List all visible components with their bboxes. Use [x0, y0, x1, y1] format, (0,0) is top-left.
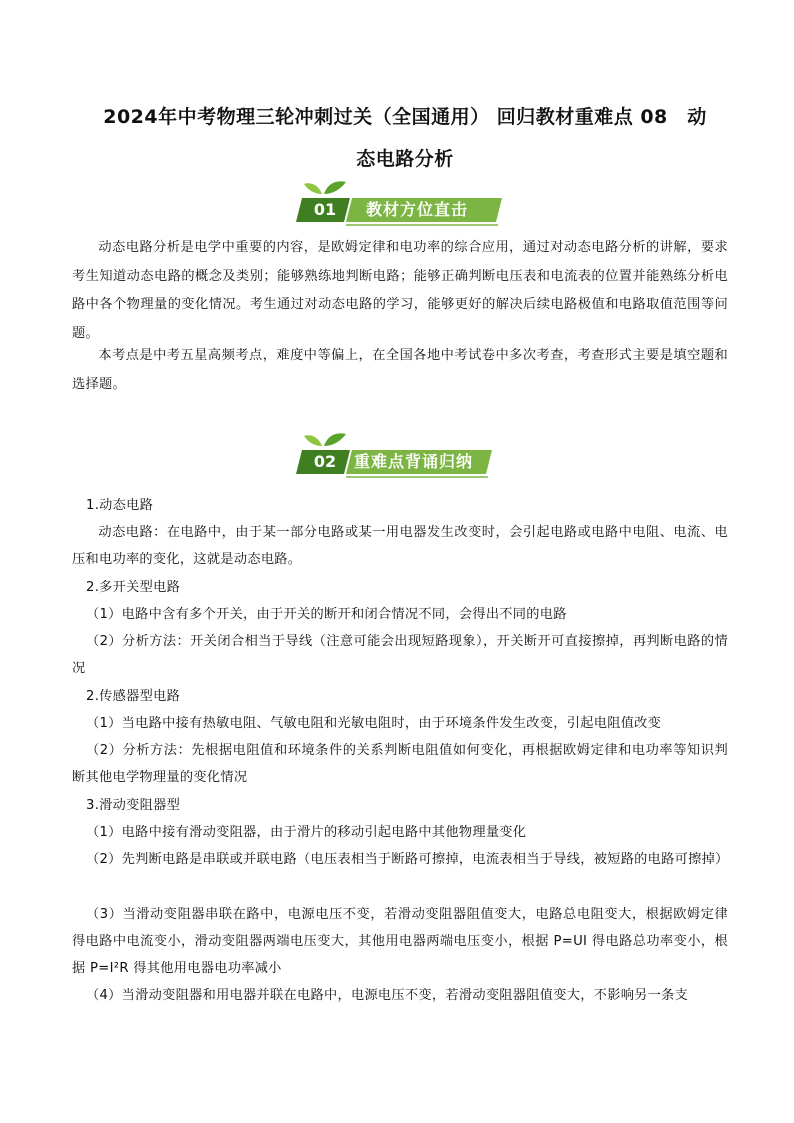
- intro-paragraph-1: 动态电路分析是电学中重要的内容，是欧姆定律和电功率的综合应用，通过对动态电路分析的讲解，要求考生知道动态电路的概念及类别；能够熟练地判断电路；能够正确判断电压表和电流表的位置并能熟练分析电路中各个物理量的变化情况。考生通过对动态电路的学习，能够更好的解决后续电路极值和电路取值范围等问题。: [72, 240, 728, 341]
- title-line-2: 态电路分析: [356, 148, 454, 170]
- section-badge-01: [0, 178, 794, 230]
- heading-dynamic-circuit: 1.动态电路: [86, 498, 154, 513]
- rheostat-item-4: （4）当滑动变阻器和用电器并联在电路中，电源电压不变，若滑动变阻器阻值变大，不影响另一条支: [86, 988, 689, 1003]
- multi-switch-item-1: （1）电路中含有多个开关，由于开关的断开和闭合情况不同，会得出不同的电路: [86, 607, 567, 622]
- document-title: [80, 96, 730, 180]
- heading-sensor: 2.传感器型电路: [86, 689, 181, 704]
- heading-multi-switch: 2.多开关型电路: [86, 580, 181, 595]
- dynamic-circuit-text: 动态电路：在电路中，由于某一部分电路或某一用电器发生改变时，会引起电路或电路中电阻、电流、电压和电功率的变化，这就是动态电路。: [72, 525, 728, 567]
- rheostat-item-3: （3）当滑动变阻器串联在路中，电源电压不变，若滑动变阻器阻值变大，电路总电阻变大，根据欧姆定律得电路中电流变小，滑动变阻器两端电压变大，其他用电器两端电压变小，根据 P=UI 得电路总功率变小，根据 P=I²R 得其他用电器电功率减小: [72, 907, 728, 976]
- heading-rheostat: 3.滑动变阻器型: [86, 798, 181, 813]
- section-number: 01: [313, 200, 337, 219]
- section-badge-02: [0, 430, 794, 482]
- intro-paragraph-2: 本考点是中考五星高频考点，难度中等偏上，在全国各地中考试卷中多次考查，考查形式主要是填空题和选择题。: [72, 348, 728, 392]
- multi-switch-item-2: （2）分析方法：开关闭合相当于导线（注意可能会出现短路现象），开关断开可直接擦掉，再判断电路的情况: [72, 634, 728, 676]
- rheostat-item-2: （2）先判断电路是串联或并联电路（电压表相当于断路可擦掉，电流表相当于导线，被短路的电路可擦掉）: [86, 852, 729, 867]
- section-label: 教材方位直击: [366, 200, 469, 219]
- sensor-item-1: （1）当电路中接有热敏电阻、气敏电阻和光敏电阻时，由于环境条件发生改变，引起电阻值改变: [86, 716, 662, 731]
- sensor-item-2: （2）分析方法：先根据电阻值和环境条件的关系判断电阻值如何变化，再根据欧姆定律和电功率等知识判断其他电学物理量的变化情况: [72, 743, 728, 785]
- section-label: 重难点背诵归纳: [354, 452, 474, 471]
- rheostat-item-1: （1）电路中接有滑动变阻器，由于滑片的移动引起电路中其他物理量变化: [86, 825, 527, 840]
- title-line-1: 2024年中考物理三轮冲刺过关（全国通用） 回归教材重难点 08 动: [103, 106, 707, 128]
- section-number: 02: [313, 452, 337, 471]
